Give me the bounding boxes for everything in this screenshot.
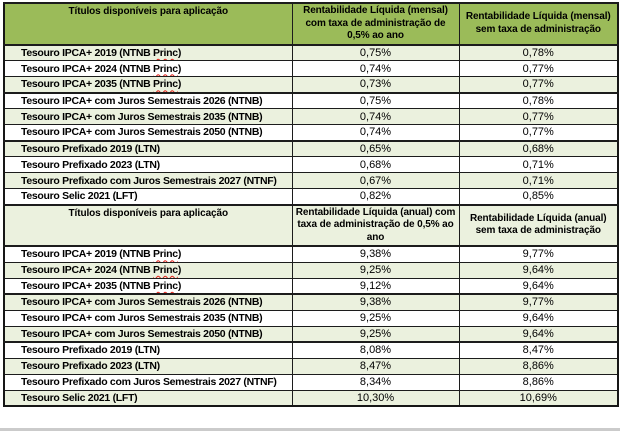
value-without-fee-cell[interactable]: 0,77% bbox=[459, 77, 618, 93]
bond-name-cell[interactable] bbox=[4, 278, 292, 294]
column-header-with-fee[interactable]: Rentabilidade Líquida (anual) com taxa de administração de 0,5% ao ano bbox=[292, 205, 459, 247]
table-row bbox=[4, 61, 618, 77]
value-with-fee-cell[interactable]: 9,25% bbox=[292, 310, 459, 326]
value-without-fee-cell[interactable]: 8,86% bbox=[459, 374, 618, 390]
table-row bbox=[4, 342, 618, 358]
table-row bbox=[4, 294, 618, 310]
bond-name-cell[interactable]: Tesouro IPCA+ com Juros Semestrais 2026 (NTNB) bbox=[4, 93, 292, 109]
table-row bbox=[4, 109, 618, 125]
bond-name-text: Tesouro IPCA+ 2035 (NTNB bbox=[21, 279, 154, 292]
value-with-fee-cell[interactable]: 0,74% bbox=[292, 125, 459, 141]
spellcheck-word: Princ bbox=[153, 264, 178, 276]
value-with-fee-cell[interactable]: 9,38% bbox=[292, 246, 459, 262]
value-with-fee-cell[interactable]: 9,38% bbox=[292, 294, 459, 310]
value-with-fee-cell[interactable]: 0,75% bbox=[292, 45, 459, 61]
value-with-fee-cell[interactable]: 0,74% bbox=[292, 109, 459, 125]
value-with-fee-cell[interactable]: 9,12% bbox=[292, 278, 459, 294]
value-without-fee-cell[interactable]: 0,77% bbox=[459, 125, 618, 141]
value-without-fee-cell[interactable]: 0,78% bbox=[459, 93, 618, 109]
value-without-fee-cell[interactable]: 8,86% bbox=[459, 358, 618, 374]
bond-name-text: Tesouro IPCA+ 2035 (NTNB bbox=[21, 78, 154, 91]
bond-name-text: ) bbox=[177, 279, 182, 292]
bond-name-cell[interactable] bbox=[4, 262, 292, 278]
value-without-fee-cell[interactable]: 9,77% bbox=[459, 246, 618, 262]
value-with-fee-cell[interactable]: 0,65% bbox=[292, 141, 459, 157]
value-with-fee-cell[interactable]: 0,74% bbox=[292, 61, 459, 77]
table-row bbox=[4, 262, 618, 278]
table-row bbox=[4, 77, 618, 93]
value-without-fee-cell[interactable]: 0,77% bbox=[459, 61, 618, 77]
column-header-without-fee[interactable]: Rentabilidade Líquida (anual) sem taxa de administração bbox=[459, 205, 618, 247]
spellcheck-word: Princ bbox=[153, 78, 178, 91]
column-header-titles[interactable]: Títulos disponíveis para aplicação bbox=[4, 3, 292, 45]
column-header-with-fee[interactable]: Rentabilidade Líquida (mensal) com taxa de administração de 0,5% ao ano bbox=[292, 3, 459, 45]
value-with-fee-cell[interactable]: 9,25% bbox=[292, 326, 459, 342]
bond-name-cell[interactable]: Tesouro Prefixado 2023 (LTN) bbox=[4, 157, 292, 173]
table-row bbox=[4, 390, 618, 406]
value-without-fee-cell[interactable]: 8,47% bbox=[459, 342, 618, 358]
spellcheck-word: Princ bbox=[153, 46, 178, 59]
value-without-fee-cell[interactable]: 0,77% bbox=[459, 109, 618, 125]
value-with-fee-cell[interactable]: 9,25% bbox=[292, 262, 459, 278]
value-with-fee-cell[interactable]: 0,73% bbox=[292, 77, 459, 93]
table-header-row bbox=[4, 3, 618, 45]
bond-name-cell[interactable]: Tesouro Prefixado 2023 (LTN) bbox=[4, 358, 292, 374]
bond-name-cell[interactable] bbox=[4, 246, 292, 262]
value-without-fee-cell[interactable]: 9,64% bbox=[459, 326, 618, 342]
bond-name-cell[interactable]: Tesouro IPCA+ com Juros Semestrais 2050 (NTNB) bbox=[4, 125, 292, 141]
value-without-fee-cell[interactable]: 9,64% bbox=[459, 262, 618, 278]
bond-name-cell[interactable] bbox=[4, 77, 292, 93]
table-row bbox=[4, 93, 618, 109]
bond-name-text: ) bbox=[177, 264, 182, 276]
bond-name-cell[interactable]: Tesouro IPCA+ com Juros Semestrais 2026 (NTNB) bbox=[4, 294, 292, 310]
table-row bbox=[4, 125, 618, 141]
spellcheck-word: Princ bbox=[153, 248, 178, 261]
table-body bbox=[4, 3, 618, 406]
treasury-yield-table bbox=[3, 2, 619, 407]
value-with-fee-cell[interactable]: 0,75% bbox=[292, 93, 459, 109]
value-with-fee-cell[interactable]: 0,82% bbox=[292, 189, 459, 205]
value-with-fee-cell[interactable]: 8,34% bbox=[292, 374, 459, 390]
table-header-row bbox=[4, 205, 618, 247]
table-row bbox=[4, 189, 618, 205]
bond-name-cell[interactable]: Tesouro Prefixado com Juros Semestrais 2027 (NTNF) bbox=[4, 374, 292, 390]
value-with-fee-cell[interactable]: 8,08% bbox=[292, 342, 459, 358]
bond-name-cell[interactable]: Tesouro IPCA+ com Juros Semestrais 2035 (NTNB) bbox=[4, 109, 292, 125]
table-row bbox=[4, 246, 618, 262]
bond-name-cell[interactable]: Tesouro Prefixado 2019 (LTN) bbox=[4, 141, 292, 157]
table-row bbox=[4, 45, 618, 61]
bond-name-cell[interactable] bbox=[4, 61, 292, 77]
table-row bbox=[4, 326, 618, 342]
bond-name-cell[interactable]: Tesouro Selic 2021 (LFT) bbox=[4, 189, 292, 205]
bond-name-cell[interactable]: Tesouro Prefixado 2019 (LTN) bbox=[4, 342, 292, 358]
value-without-fee-cell[interactable]: 10,69% bbox=[459, 390, 618, 406]
bond-name-text: ) bbox=[177, 248, 182, 261]
table-row bbox=[4, 374, 618, 390]
spellcheck-word: Princ bbox=[153, 62, 178, 75]
bond-name-text: Tesouro IPCA+ 2019 (NTNB bbox=[21, 248, 154, 261]
table-row bbox=[4, 173, 618, 189]
value-with-fee-cell[interactable]: 0,68% bbox=[292, 157, 459, 173]
bond-name-text: Tesouro IPCA+ 2024 (NTNB bbox=[21, 62, 154, 75]
value-without-fee-cell[interactable]: 0,71% bbox=[459, 157, 618, 173]
table-row bbox=[4, 358, 618, 374]
table-row bbox=[4, 310, 618, 326]
value-without-fee-cell[interactable]: 0,71% bbox=[459, 173, 618, 189]
column-header-without-fee[interactable]: Rentabilidade Líquida (mensal) sem taxa de administração bbox=[459, 3, 618, 45]
table-row bbox=[4, 157, 618, 173]
value-without-fee-cell[interactable]: 0,68% bbox=[459, 141, 618, 157]
value-with-fee-cell[interactable]: 0,67% bbox=[292, 173, 459, 189]
bond-name-text: ) bbox=[177, 46, 182, 59]
value-without-fee-cell[interactable]: 0,78% bbox=[459, 45, 618, 61]
spellcheck-word: Princ bbox=[153, 279, 178, 292]
value-with-fee-cell[interactable]: 8,47% bbox=[292, 358, 459, 374]
value-without-fee-cell[interactable]: 9,77% bbox=[459, 294, 618, 310]
bond-name-text: Tesouro IPCA+ 2024 (NTNB bbox=[21, 264, 154, 276]
table-row bbox=[4, 278, 618, 294]
bond-name-text: Tesouro IPCA+ 2019 (NTNB bbox=[21, 46, 154, 59]
value-without-fee-cell[interactable]: 0,85% bbox=[459, 189, 618, 205]
value-without-fee-cell[interactable]: 9,64% bbox=[459, 310, 618, 326]
bond-name-cell[interactable]: Tesouro Selic 2021 (LFT) bbox=[4, 390, 292, 406]
value-with-fee-cell[interactable]: 10,30% bbox=[292, 390, 459, 406]
bond-name-text: ) bbox=[177, 62, 182, 75]
bond-name-cell[interactable]: Tesouro Prefixado com Juros Semestrais 2027 (NTNF) bbox=[4, 173, 292, 189]
table-row bbox=[4, 141, 618, 157]
bond-name-cell[interactable]: Tesouro IPCA+ com Juros Semestrais 2035 (NTNB) bbox=[4, 310, 292, 326]
bond-name-text: ) bbox=[177, 78, 182, 91]
value-without-fee-cell[interactable]: 9,64% bbox=[459, 278, 618, 294]
bond-name-cell[interactable] bbox=[4, 45, 292, 61]
column-header-titles[interactable]: Títulos disponíveis para aplicação bbox=[4, 205, 292, 247]
bond-name-cell[interactable]: Tesouro IPCA+ com Juros Semestrais 2050 (NTNB) bbox=[4, 326, 292, 342]
